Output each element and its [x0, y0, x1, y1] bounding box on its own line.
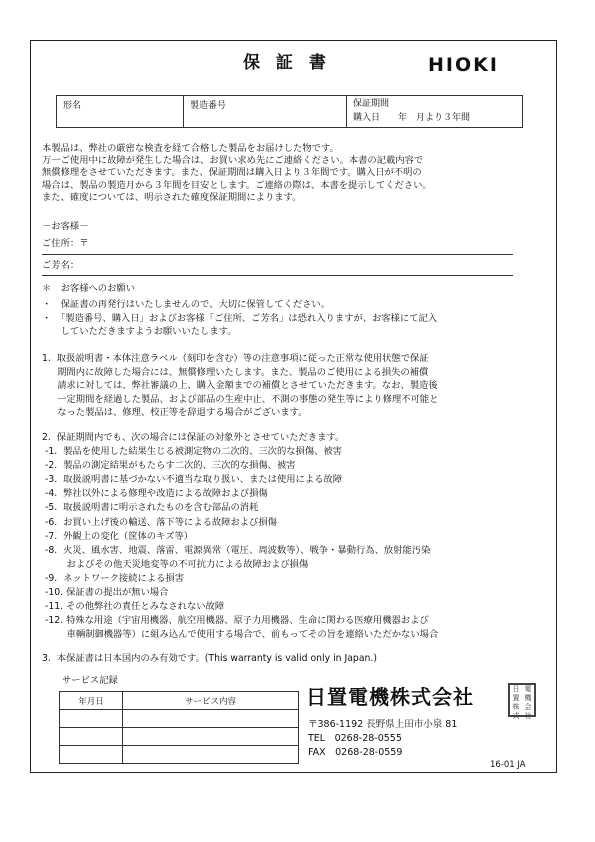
seal-char: 株式 [512, 703, 520, 720]
company-contact [308, 718, 457, 759]
date-cell[interactable] [60, 728, 123, 746]
exclusion-item: -6. お買い上げ後の輸送、落下等による故障および損傷 [45, 516, 277, 528]
table-row[interactable] [60, 710, 299, 728]
request-heading: ＊ お客様へのお願い [42, 283, 135, 294]
section-1 [42, 352, 438, 420]
page-title: 保 証 書 [243, 53, 331, 73]
seal-char: 会社 [524, 703, 532, 720]
model-cell [57, 96, 184, 127]
intro-line: また、確度については、明示された確度保証期間によります。 [42, 191, 302, 203]
request-item: ・ 「製造番号、購入日」およびお客様「ご住所、ご芳名」は恐れ入りますが、お客様にて記入 [42, 312, 438, 324]
company-address: 〒386-1192 長野県上田市小泉 81 [308, 719, 458, 730]
service-record-table [59, 691, 299, 764]
address-label: ご住所：〒 [42, 238, 89, 249]
name-label: ご芳名： [42, 260, 80, 271]
model-label: 形名 [63, 101, 82, 111]
address-line[interactable] [42, 254, 513, 255]
company-fax: FAX 0268-28-0559 [308, 746, 403, 758]
section-1-line: なった製品は、修理、校正等を辞退する場合がございます。 [42, 407, 308, 419]
table-row [60, 692, 299, 710]
company-tel: TEL 0268-28-0555 [308, 732, 402, 744]
service-record-heading: サービス記録 [62, 675, 118, 686]
section-2 [42, 431, 438, 642]
date-cell[interactable] [60, 710, 123, 728]
section-1-line: 一定期間を経過した製品、および部品の生産中止、不測の事態の発生等により修理不可能と [42, 393, 439, 405]
seal-char: 日置 [512, 685, 520, 702]
exclusion-item: -5. 取扱説明書に明示されたものを含む部品の消耗 [45, 502, 259, 514]
intro-line: 本製品は、弊社の厳密な検査を経て合格した製品をお届けした物です。 [42, 143, 339, 154]
table-row[interactable] [60, 746, 299, 764]
exclusion-item: -10. 保証書の提出が無い場合 [45, 587, 169, 599]
period-value: 購入日 年 月より３年間 [353, 113, 471, 123]
request-item: ・ 保証書の再発行はいたしませんので、大切に保管してください。 [42, 299, 331, 311]
content-header: サービス内容 [123, 692, 299, 710]
period-cell [347, 96, 522, 127]
company-seal [508, 683, 536, 720]
date-header: 年月日 [60, 692, 123, 710]
exclusion-item: -12. 特殊な用途（宇宙用機器、航空用機器、原子力用機器、生命に関わる医療用機器および [45, 615, 429, 627]
period-label: 保証期間 [353, 99, 390, 109]
content-cell[interactable] [123, 710, 299, 728]
section-1-line: 期間内に故障した場合には、無償修理いたします。また、製品のご使用による損失の補償 [42, 366, 429, 378]
intro-text [42, 143, 432, 204]
exclusion-item: -2. 製品の測定結果がもたらす二次的、三次的な損傷、被害 [45, 460, 296, 472]
exclusion-item: -11. その他弊社の責任とみなされない故障 [45, 601, 225, 613]
company-name: 日置電機株式会社 [306, 685, 474, 709]
request-section [42, 283, 437, 339]
intro-line: 万一ご使用中に故障が発生した場合は、お買い求め先にご連絡ください。本書の記載内容で [42, 155, 424, 167]
document-code: 16-01 JA [490, 760, 526, 770]
intro-line: 無償修理をさせていただきます。また、保証期間は購入日より３年間です。購入日が不明の [42, 167, 422, 179]
exclusion-item: -7. 外観上の変化（筐体のキズ等） [45, 530, 194, 542]
content-cell[interactable] [123, 728, 299, 746]
intro-line: 場合は、製品の製造月から３年間を目安とします。ご連絡の際は、本書を提示してください。 [42, 179, 432, 191]
section-2-heading: 2. 保証期間内でも、次の場合には保証の対象外とさせていただきます。 [42, 432, 345, 443]
exclusion-item: -1. 製品を使用した結果生じる被測定物の二次的、三次的な損傷、被害 [45, 446, 343, 458]
name-line[interactable] [42, 275, 513, 276]
serial-label: 製造番号 [190, 101, 227, 111]
table-row[interactable] [60, 728, 299, 746]
exclusion-item: 車輌制御機器等）に組み込んで使用する場合で、前もってその旨を連絡いただかない場合 [45, 629, 439, 641]
exclusion-item: およびその他天災地変等の不可抗力による故障および損傷 [45, 558, 309, 570]
exclusion-item: -8. 火災、風水害、地震、落雷、電源異常（電圧、周波数等）、戦争・暴動行為、放射能汚染 [45, 544, 431, 556]
customer-heading: －お客様－ [42, 221, 89, 232]
exclusion-item: -9. ネットワーク接続による損害 [45, 572, 184, 584]
exclusion-item: -4. 弊社以外による修理や改造による故障および損傷 [45, 488, 268, 500]
seal-char: 電機 [524, 685, 532, 702]
section-1-line: 請求に対しては、弊社審議の上、購入金額までの補償とさせていただきます。なお、製造後 [42, 380, 438, 392]
exclusion-item: -3. 取扱説明書に基づかない不適当な取り扱い、または使用による故障 [45, 474, 343, 486]
section-3: 3. 本保証書は日本国内のみ有効です。(This warranty is valid only in Japan.) [42, 653, 378, 664]
date-cell[interactable] [60, 746, 123, 764]
serial-cell [184, 96, 347, 127]
request-item: していただきますようお願いいたします。 [42, 326, 237, 338]
product-info-table [56, 95, 523, 128]
hioki-logo: HIOKI [428, 54, 499, 76]
section-1-line: 1. 取扱説明書・本体注意ラベル（刻印を含む）等の注意事項に従った正常な使用状態で保証 [42, 353, 429, 364]
content-cell[interactable] [123, 746, 299, 764]
